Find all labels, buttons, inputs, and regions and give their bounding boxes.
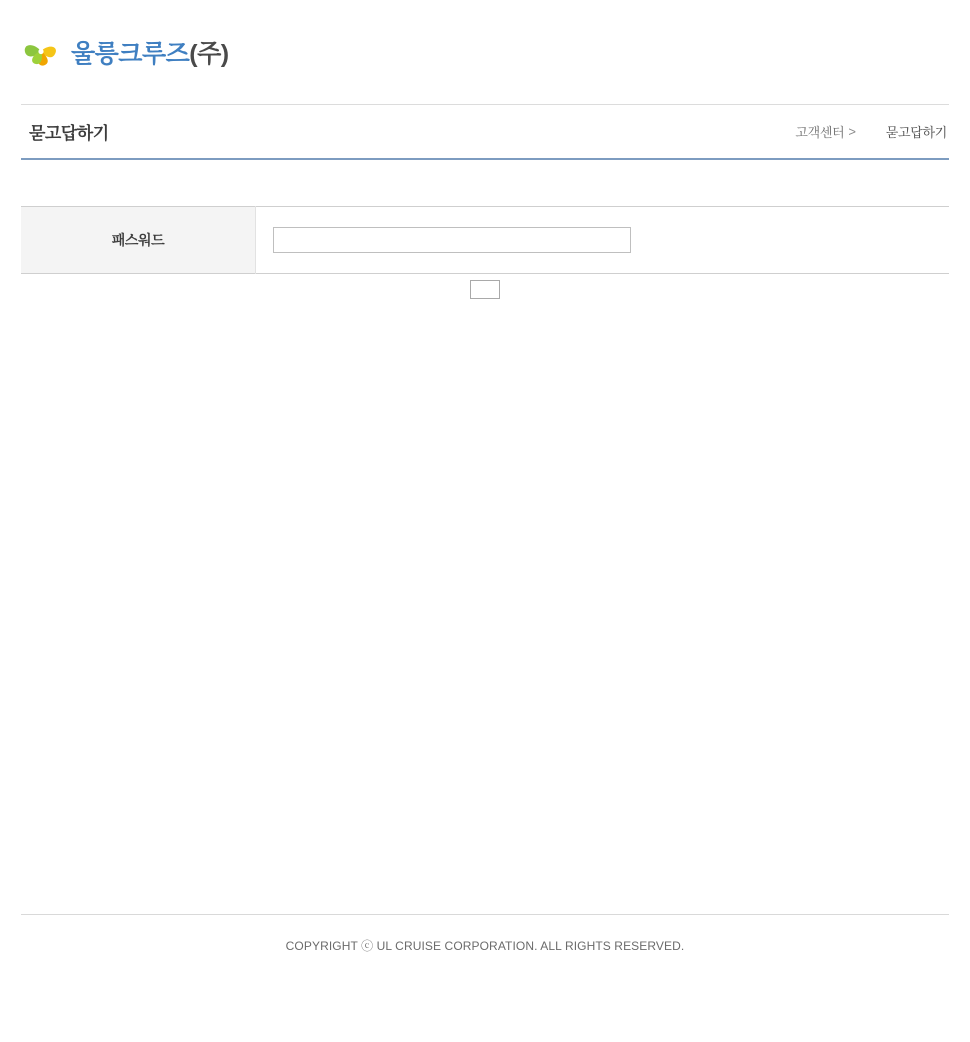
brand-suffix: (주) [189,40,229,68]
site-header [0,0,970,104]
breadcrumb-parent[interactable]: 고객센터 [795,125,845,140]
site-footer [21,914,949,954]
breadcrumb-separator: > [848,124,856,139]
breadcrumb [795,122,949,141]
password-form-table [21,206,949,274]
password-form-area [21,160,949,274]
breadcrumb-current: 묻고답하기 [885,125,947,140]
submit-button[interactable] [470,280,500,299]
password-label: 패스워드 [21,207,256,274]
site-logo-link[interactable] [21,32,229,72]
pinwheel-flower-icon [21,32,61,72]
password-input[interactable] [273,227,631,253]
password-field-cell [256,207,950,274]
page-title: 묻고답하기 [29,124,109,143]
submit-row [21,274,949,299]
brand-name: 울릉크루즈 [71,40,190,68]
site-brand-text [71,34,229,70]
footer-copyright: COPYRIGHT ⓒ UL CRUISE CORPORATION. ALL RIGHTS RESERVED. [285,939,685,953]
page-titlebar [21,104,949,160]
table-row [21,207,949,274]
